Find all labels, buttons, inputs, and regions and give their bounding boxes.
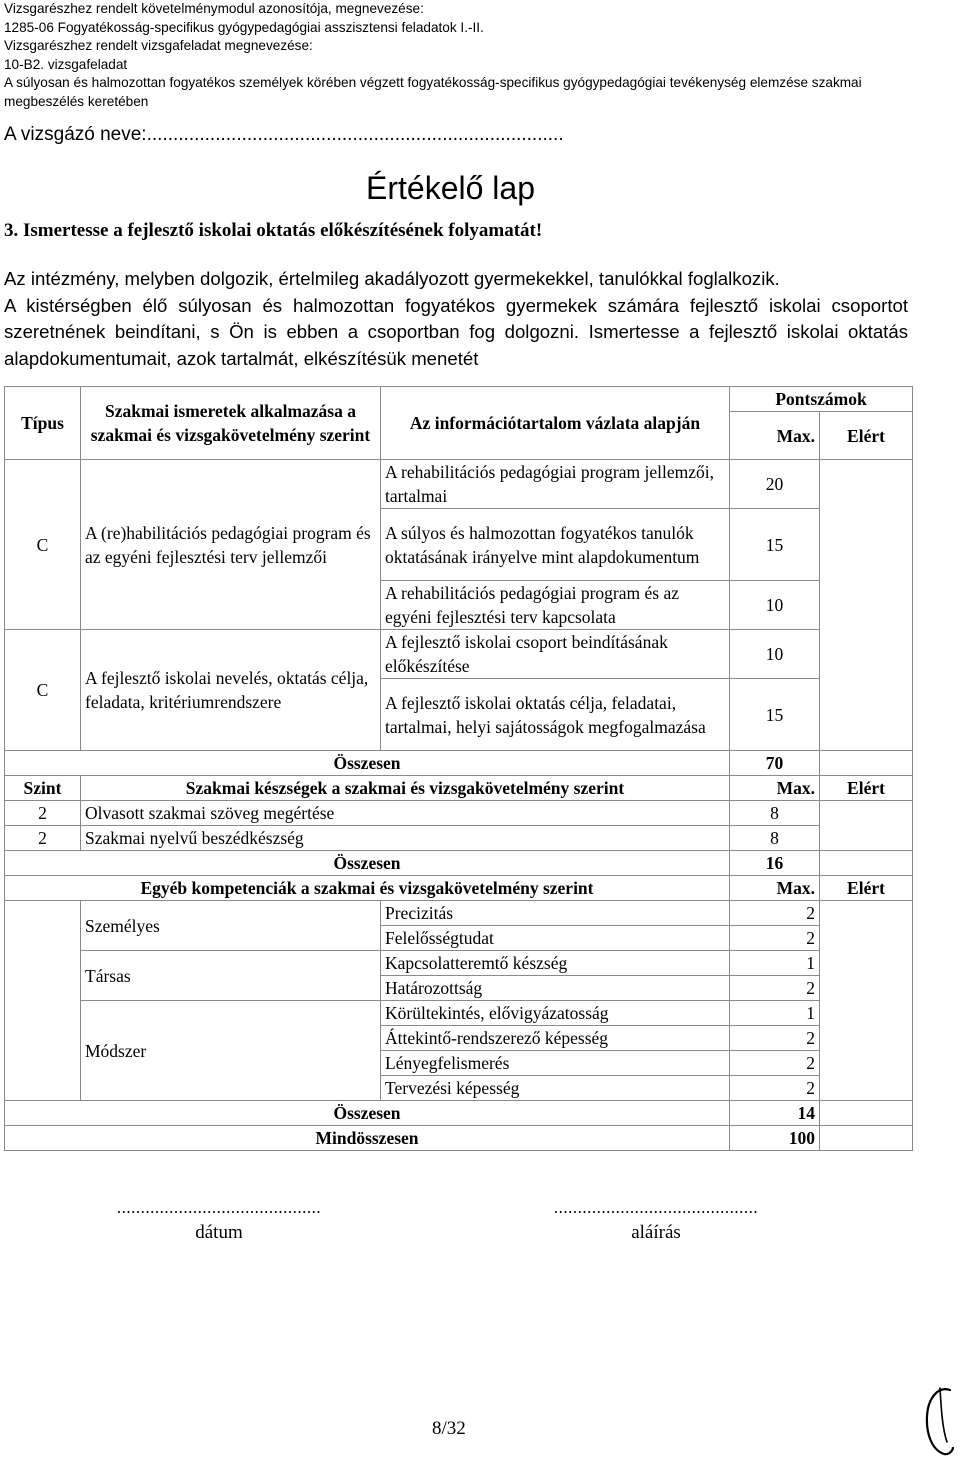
date-label: dátum — [195, 1222, 243, 1243]
competency-group: Személyes — [81, 901, 381, 951]
max-points: 2 — [730, 1051, 820, 1076]
subtotal-max: 70 — [730, 751, 820, 776]
subtotal-label: Összesen — [5, 1101, 730, 1126]
competency-group: Módszer — [81, 1001, 381, 1101]
subtotal-max: 14 — [730, 1101, 820, 1126]
blank-cell — [5, 901, 81, 1101]
info-item: A fejlesztő iskolai oktatás célja, feladatai, tartalmai, helyi sajátosságok megfogalmazása — [381, 679, 730, 751]
col-max-header: Max. — [730, 776, 820, 801]
header-line: 1285-06 Fogyatékosság-specifikus gyógypedagógiai asszisztensi feladatok I.-II. — [4, 19, 484, 35]
achieved-points-cell[interactable] — [820, 460, 913, 751]
header-line: Vizsgarészhez rendelt követelménymodul azonosítója, megnevezése: — [4, 1, 424, 16]
skill-item: Szakmai nyelvű beszédkészség — [81, 826, 730, 851]
max-points: 1 — [730, 1001, 820, 1026]
date-signature-block — [86, 1198, 352, 1244]
max-points: 15 — [730, 509, 820, 581]
header-line: A súlyosan és halmozottan fogyatékos személyek körében végzett fogyatékosság-specifikus gyógypedagógiai tevékenység elemzése szakmai — [4, 75, 862, 91]
col-info-header: Az információtartalom vázlata alapján — [381, 387, 730, 460]
competency-item: Felelősségtudat — [381, 926, 730, 951]
max-points: 10 — [730, 630, 820, 679]
type-cell: C — [5, 460, 81, 630]
subtotal-achieved-cell[interactable] — [820, 1101, 913, 1126]
signature-dotted-line[interactable]: ........................................... — [553, 1198, 759, 1217]
competency-item: Precizitás — [381, 901, 730, 926]
signature-label: aláírás — [631, 1222, 681, 1243]
competencies-header: Egyéb kompetenciák a szakmai és vizsgakövetelmény szerint — [5, 876, 730, 901]
col-got-header: Elért — [820, 776, 913, 801]
candidate-name-line: A vizsgázó neve:............................................................................... — [4, 124, 564, 145]
subtotal-achieved-cell[interactable] — [820, 851, 913, 876]
max-points: 2 — [730, 1076, 820, 1101]
grand-total-max: 100 — [730, 1126, 820, 1151]
competency-group: Társas — [81, 951, 381, 1001]
col-max-header: Max. — [730, 876, 820, 901]
competency-item: Tervezési képesség — [381, 1076, 730, 1101]
handwritten-mark-icon — [920, 1384, 956, 1458]
skill-item: Olvasott szakmai szöveg megértése — [81, 801, 730, 826]
date-dotted-line[interactable]: ........................................... — [116, 1198, 322, 1217]
col-max-header: Max. — [730, 412, 820, 460]
document-header — [4, 0, 862, 112]
level-cell: 2 — [5, 826, 81, 851]
evaluation-table — [4, 386, 913, 1151]
col-level-header: Szint — [5, 776, 81, 801]
signature-block — [523, 1198, 789, 1244]
type-cell: C — [5, 630, 81, 751]
page-title: Értékelő lap — [366, 170, 535, 206]
info-item: A rehabilitációs pedagógiai program és az egyéni fejlesztési terv kapcsolata — [381, 581, 730, 630]
max-points: 10 — [730, 581, 820, 630]
description-paragraph: Az intézmény, melyben dolgozik, értelmileg akadályozott gyermekekkel, tanulókkal foglalkozik. — [4, 268, 780, 289]
grand-total-label: Mindösszesen — [5, 1126, 730, 1151]
max-points: 2 — [730, 926, 820, 951]
task-heading: 3. Ismertesse a fejlesztő iskolai oktatás előkészítésének folyamatát! — [4, 220, 543, 241]
max-points: 2 — [730, 976, 820, 1001]
header-line: 10-B2. vizsgafeladat — [4, 56, 128, 72]
col-got-header: Elért — [820, 876, 913, 901]
col-got-header: Elért — [820, 412, 913, 460]
competency-item: Lényegfelismerés — [381, 1051, 730, 1076]
competency-item: Kapcsolatteremtő készség — [381, 951, 730, 976]
knowledge-cell: A (re)habilitációs pedagógiai program és az egyéni fejlesztési terv jellemzői — [81, 460, 381, 630]
max-points: 2 — [730, 901, 820, 926]
max-points: 15 — [730, 679, 820, 751]
header-line: megbeszélés keretében — [4, 93, 149, 109]
grand-total-achieved-cell[interactable] — [820, 1126, 913, 1151]
subtotal-achieved-cell[interactable] — [820, 751, 913, 776]
competency-item: Határozottság — [381, 976, 730, 1001]
knowledge-cell: A fejlesztő iskolai nevelés, oktatás célja, feladata, kritériumrendszere — [81, 630, 381, 751]
col-knowledge-header: Szakmai ismeretek alkalmazása a szakmai és vizsgakövetelmény szerint — [81, 387, 381, 460]
col-skills-header: Szakmai készségek a szakmai és vizsgakövetelmény szerint — [81, 776, 730, 801]
max-points: 8 — [730, 801, 820, 826]
subtotal-label: Összesen — [5, 751, 730, 776]
subtotal-label: Összesen — [5, 851, 730, 876]
achieved-points-cell[interactable] — [820, 801, 913, 851]
page-number: 8/32 — [432, 1418, 466, 1439]
info-item: A fejlesztő iskolai csoport beindításának előkészítése — [381, 630, 730, 679]
achieved-points-cell[interactable] — [820, 901, 913, 1101]
task-description — [4, 266, 908, 372]
info-item: A rehabilitációs pedagógiai program jellemzői, tartalmai — [381, 460, 730, 509]
max-points: 8 — [730, 826, 820, 851]
header-line: Vizsgarészhez rendelt vizsgafeladat megnevezése: — [4, 38, 313, 54]
col-type-header: Típus — [5, 387, 81, 460]
max-points: 2 — [730, 1026, 820, 1051]
max-points: 1 — [730, 951, 820, 976]
competency-item: Körültekintés, elővigyázatosság — [381, 1001, 730, 1026]
info-item: A súlyos és halmozottan fogyatékos tanulók oktatásának irányelve mint alapdokumentum — [381, 509, 730, 581]
description-paragraph: A kistérségben élő súlyosan és halmozottan fogyatékos gyermekek számára fejlesztő iskolai csoportot szeretnének beindítani, s Ön is ebben a csoportban fog dolgozni. Ismertesse a fejlesztő iskolai oktatás alapdokumentumait, azok tartalmát, elkészítésük menetét — [4, 294, 908, 369]
competency-item: Áttekintő-rendszerező képesség — [381, 1026, 730, 1051]
level-cell: 2 — [5, 801, 81, 826]
subtotal-max: 16 — [730, 851, 820, 876]
max-points: 20 — [730, 460, 820, 509]
col-points-header: Pontszámok — [730, 387, 913, 412]
